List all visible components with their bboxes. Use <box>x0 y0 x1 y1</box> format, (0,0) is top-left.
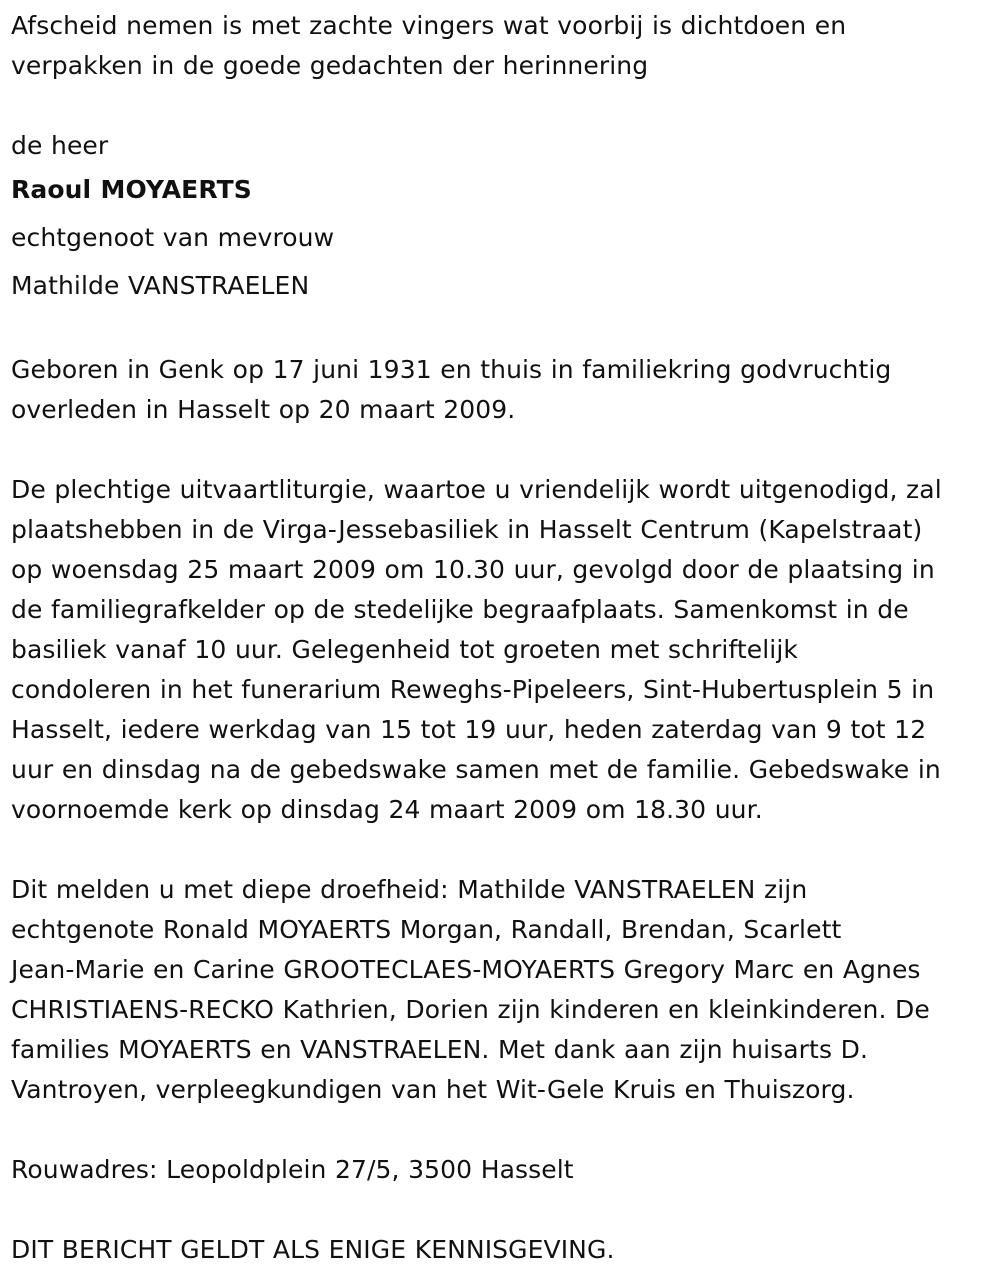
spacer <box>11 86 990 126</box>
family-line: echtgenote Ronald MOYAERTS Morgan, Randall, Brendan, Scarlett <box>11 915 842 944</box>
deceased-block <box>11 126 990 310</box>
closing-statement <box>11 1230 990 1270</box>
ceremony-line: De plechtige uitvaartliturgie, waartoe u vriendelijk wordt uitgenodigd, zal <box>11 475 942 504</box>
deceased-name: Raoul MOYAERTS <box>11 175 252 204</box>
family-line: Dit melden u met diepe droefheid: Mathilde VANSTRAELEN zijn <box>11 875 808 904</box>
birth-death-line: Geboren in Genk op 17 juni 1931 en thuis in familiekring godvruchtig <box>11 355 892 384</box>
ceremony-line: uur en dinsdag na de gebedswake samen met de familie. Gebedswake in <box>11 755 941 784</box>
family-line: Jean-Marie en Carine GROOTECLAES-MOYAERTS Gregory Marc en Agnes <box>11 955 921 984</box>
family-line: Vantroyen, verpleegkundigen van het Wit-Gele Kruis en Thuiszorg. <box>11 1075 855 1104</box>
opening-quote-line: verpakken in de goede gedachten der herinnering <box>11 51 649 80</box>
spouse-name: Mathilde VANSTRAELEN <box>11 271 310 300</box>
family-line: CHRISTIAENS-RECKO Kathrien, Dorien zijn kinderen en kleinkinderen. De <box>11 995 930 1024</box>
ceremony-line: condoleren in het funerarium Reweghs-Pipeleers, Sint-Hubertusplein 5 in <box>11 675 935 704</box>
spacer <box>11 310 990 350</box>
spacer <box>11 1190 990 1230</box>
ceremony-line: basiliek vanaf 10 uur. Gelegenheid tot groeten met schriftelijk <box>11 635 798 664</box>
birth-death-paragraph <box>11 350 990 430</box>
opening-quote-line: Afscheid nemen is met zachte vingers wat voorbij is dichtdoen en <box>11 11 847 40</box>
closing-line: DIT BERICHT GELDT ALS ENIGE KENNISGEVING. <box>11 1235 615 1264</box>
birth-death-line: overleden in Hasselt op 20 maart 2009. <box>11 395 516 424</box>
spacer <box>11 1110 990 1150</box>
honorific: de heer <box>11 131 109 160</box>
opening-quote <box>11 6 990 86</box>
mourning-address <box>11 1150 990 1190</box>
ceremony-paragraph <box>11 470 990 830</box>
ceremony-line: voornoemde kerk op dinsdag 24 maart 2009 om 18.30 uur. <box>11 795 763 824</box>
family-line: families MOYAERTS en VANSTRAELEN. Met dank aan zijn huisarts D. <box>11 1035 869 1064</box>
ceremony-line: op woensdag 25 maart 2009 om 10.30 uur, gevolgd door de plaatsing in <box>11 555 935 584</box>
family-paragraph <box>11 870 990 1110</box>
ceremony-line: plaatshebben in de Virga-Jessebasiliek in Hasselt Centrum (Kapelstraat) <box>11 515 923 544</box>
address-line: Rouwadres: Leopoldplein 27/5, 3500 Hasselt <box>11 1155 574 1184</box>
spouse-relation: echtgenoot van mevrouw <box>11 223 335 252</box>
spacer <box>11 830 990 870</box>
ceremony-line: de familiegrafkelder op de stedelijke begraafplaats. Samenkomst in de <box>11 595 909 624</box>
ceremony-line: Hasselt, iedere werkdag van 15 tot 19 uur, heden zaterdag van 9 tot 12 <box>11 715 927 744</box>
spacer <box>11 430 990 470</box>
